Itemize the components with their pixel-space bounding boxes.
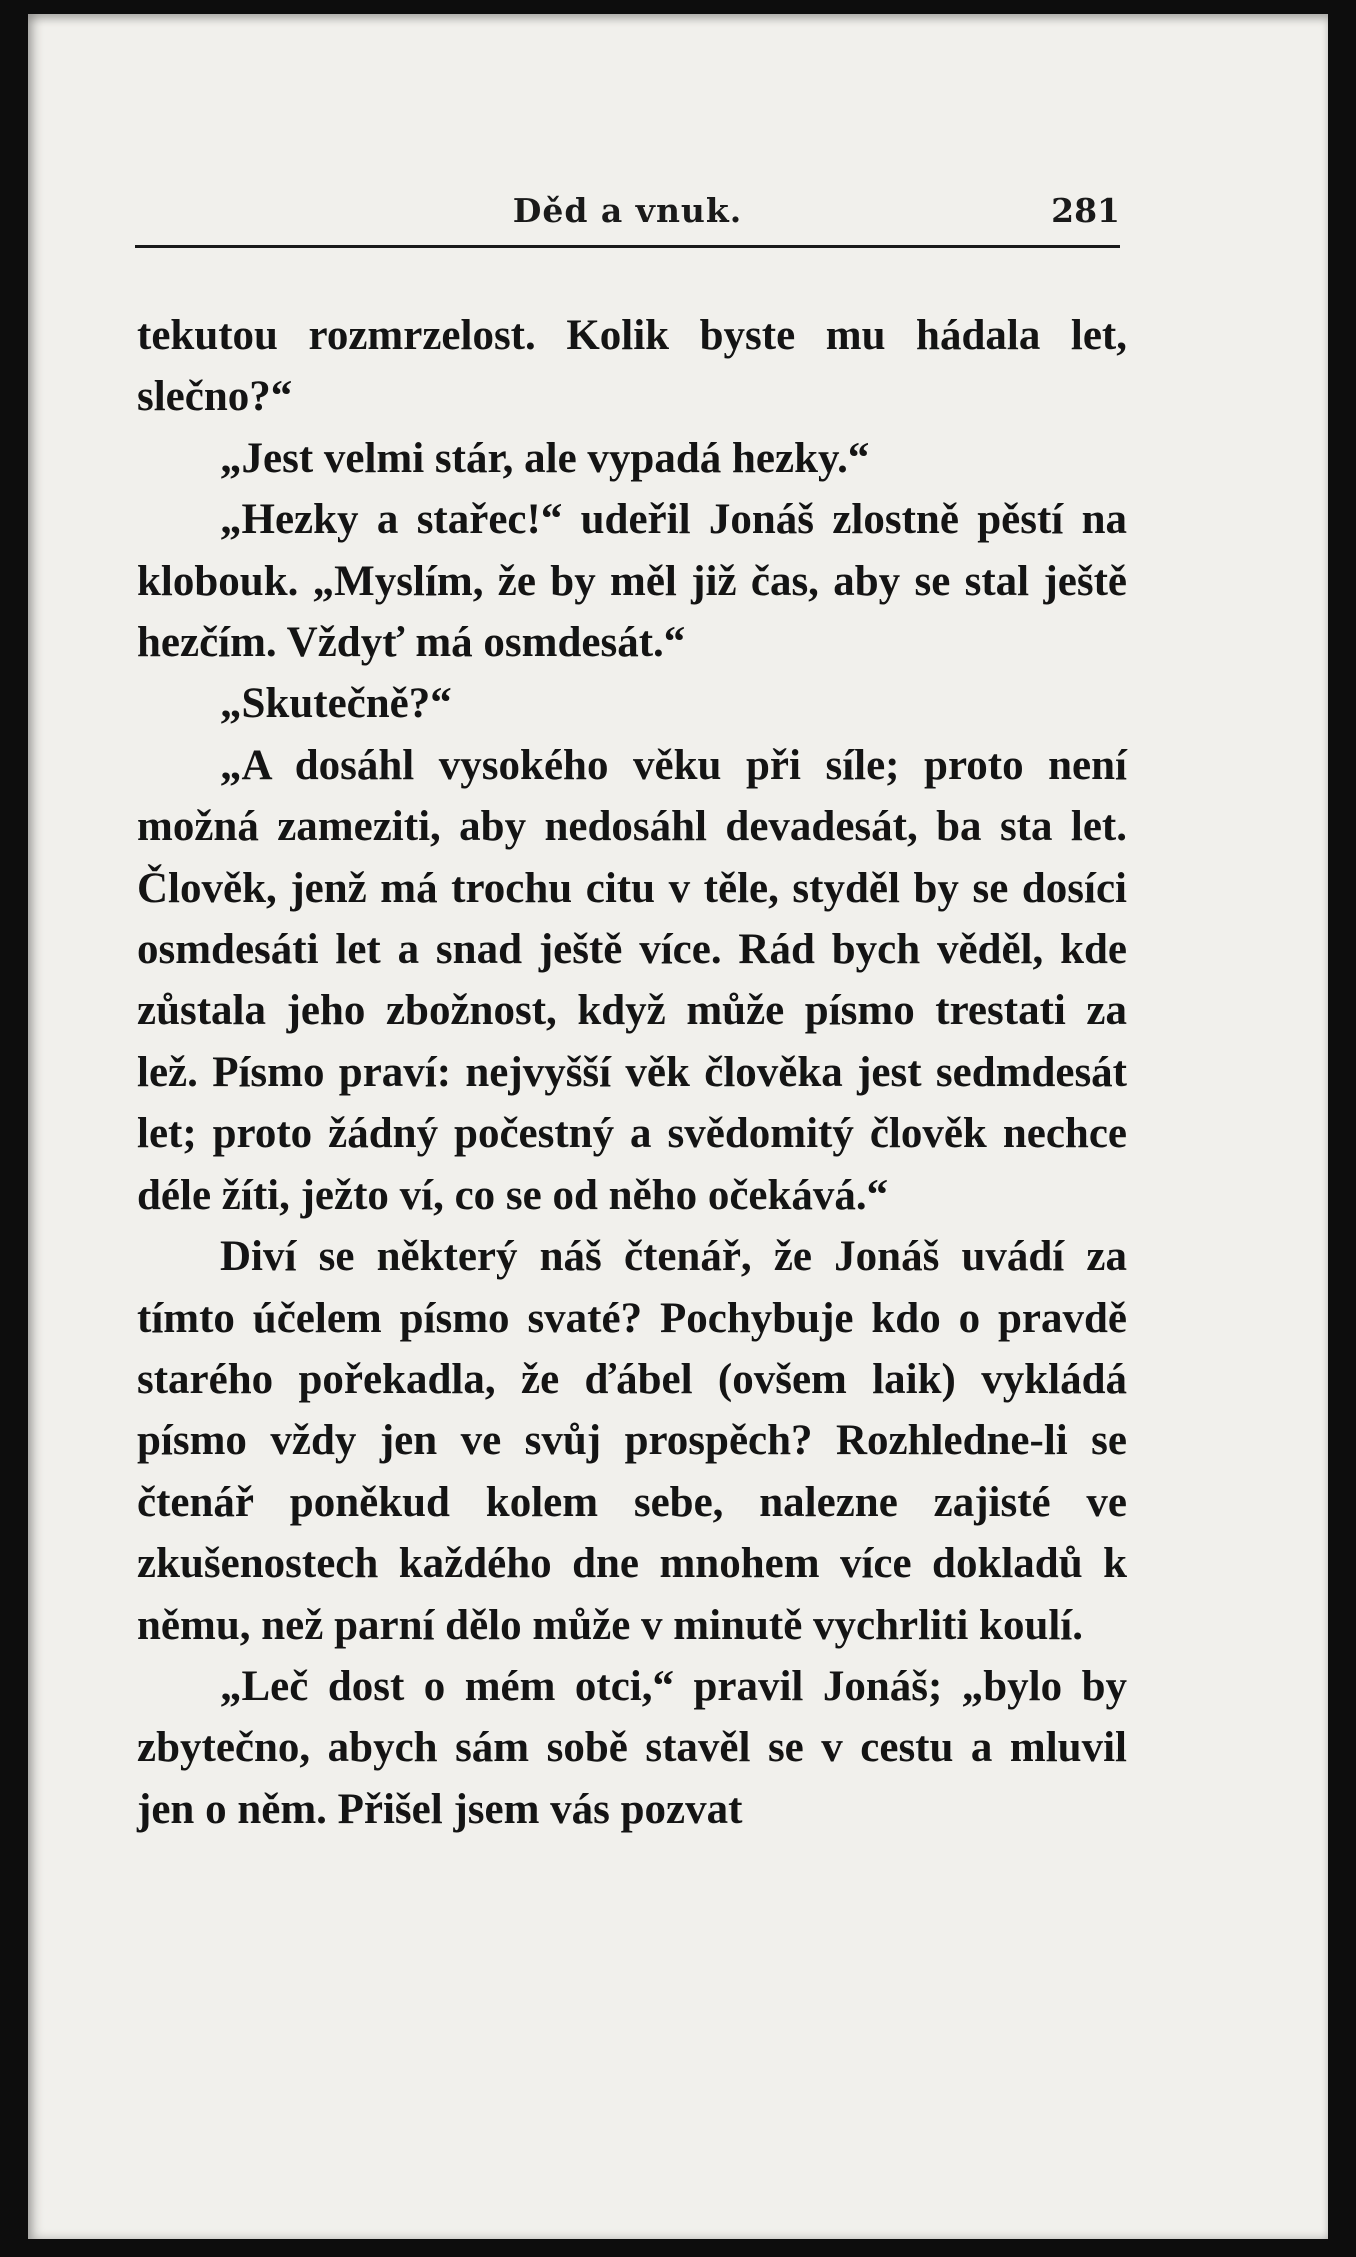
paragraph: „A dosáhl vysokého věku při síle; proto není možná zameziti, aby nedosáhl devadesát, ba sta let. Člověk, jenž má trochu citu v těle, styděl by se dosíci osmdesáti let a snad ještě více. Rád bych věděl, kde zůstala jeho zbožnost, když může písmo trestati za lež. Písmo praví: nejvyšší věk člověka jest sedmdesát let; proto žádný počestný a svědomitý člověk nechce déle žíti, ježto ví, co se od něho očekává.“ — [137, 741, 1127, 1219]
paragraph: „Skutečně?“ — [220, 680, 452, 728]
page-number: 281 — [1051, 191, 1120, 230]
header-rule — [135, 245, 1120, 248]
paragraph: „Hezky a stařec!“ udeřil Jonáš zlostně pěstí na klobouk. „Myslím, že by měl již čas, aby se stal ještě hezčím. Vždyť má osmdesát.“ — [137, 496, 1127, 667]
paragraph: „Leč dost o mém otci,“ pravil Jonáš; „bylo by zbytečno, abych sám sobě stavěl se v cestu a mluvil jen o něm. Přišel jsem vás pozvat — [137, 1662, 1127, 1833]
running-title: Děd a vnuk. — [512, 191, 743, 230]
body-text — [137, 305, 1127, 1840]
paragraph: Diví se některý náš čtenář, že Jonáš uvádí za tímto účelem písmo svaté? Pochybuje kdo o pravdě starého pořekadla, že ďábel (ovšem laik) vykládá písmo vždy jen ve svůj prospěch? Rozhledne-li se čtenář poněkud kolem sebe, nalezne zajisté ve zkušenostech každého dne mnohem více dokladů k němu, než parní dělo může v minutě vychrliti koulí. — [137, 1233, 1127, 1649]
running-head — [135, 183, 1120, 239]
paragraph: tekutou rozmrzelost. Kolik byste mu hádala let, slečno?“ — [137, 312, 1127, 421]
paragraph: „Jest velmi stár, ale vypadá hezky.“ — [220, 434, 870, 482]
